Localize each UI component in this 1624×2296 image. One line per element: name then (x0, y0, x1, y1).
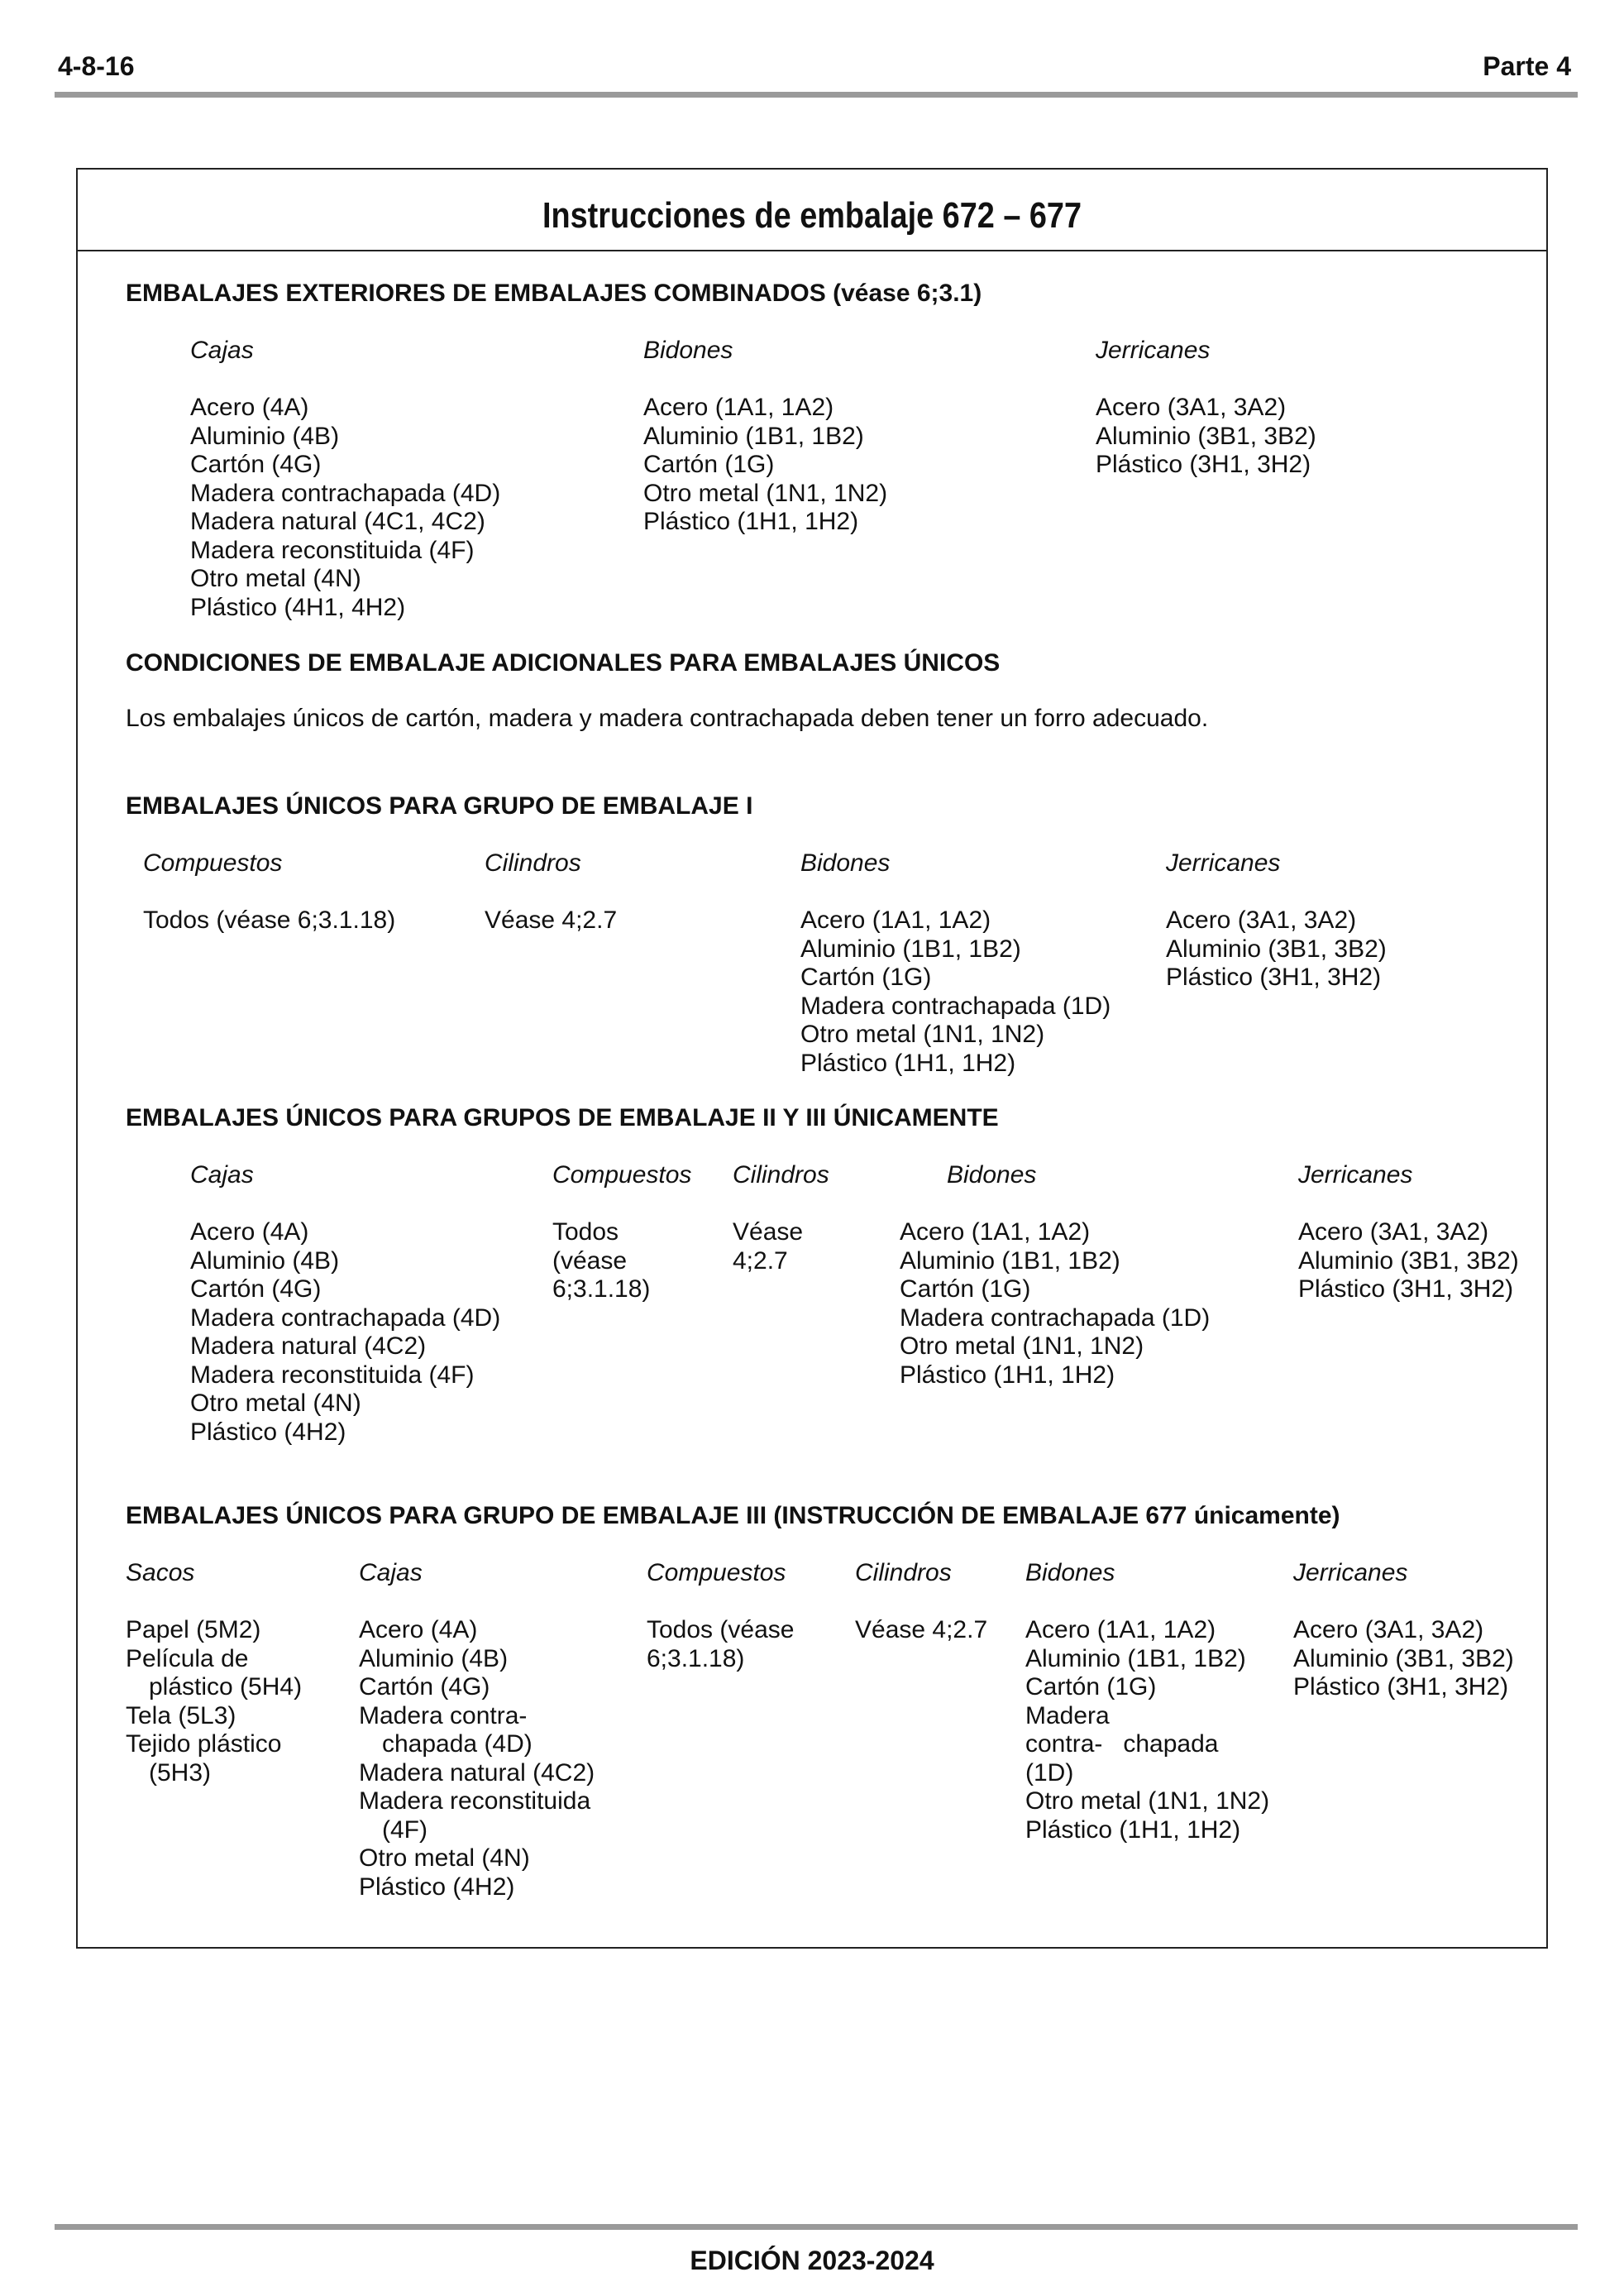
title-divider (76, 250, 1548, 251)
list-jerricanes (1298, 1218, 1519, 1304)
list-jerricanes (1096, 394, 1316, 480)
list-item: Plástico (4H2) (359, 1873, 515, 1901)
conditions-text: Los embalajes únicos de cartón, madera y madera contrachapada deben tener un forro adecuado. (126, 705, 1209, 732)
list-item: Acero (4A) (190, 394, 309, 421)
list-item: Otro metal (1N1, 1N2) (643, 479, 888, 507)
section-heading-combined: EMBALAJES EXTERIORES DE EMBALAJES COMBINADOS (véase 6;3.1) (126, 280, 982, 307)
list-item: Plástico (3H1, 3H2) (1293, 1673, 1509, 1700)
col-header-cilindros: Cilindros (855, 1559, 952, 1586)
section-heading-group-ii-iii: EMBALAJES ÚNICOS PARA GRUPOS DE EMBALAJE II Y III ÚNICAMENTE (126, 1104, 999, 1131)
list-item: Todos (véase (647, 1616, 795, 1643)
col-header-cajas: Cajas (359, 1559, 423, 1586)
col-header-jerricanes: Jerricanes (1298, 1161, 1413, 1189)
list-item: Madera contra- (359, 1701, 528, 1729)
col-header-cilindros: Cilindros (485, 849, 581, 877)
list-item: 6;3.1.18) (552, 1275, 651, 1303)
list-item: (véase (552, 1246, 628, 1275)
list-item: Aluminio (4B) (190, 422, 340, 450)
col-header-bidones: Bidones (947, 1161, 1037, 1189)
list-compuestos (647, 1616, 794, 1673)
list-item: Aluminio (1B1, 1B2) (900, 1246, 1120, 1275)
list-item: Aluminio (4B) (359, 1644, 509, 1672)
list-item: Acero (3A1, 3A2) (1096, 394, 1287, 421)
list-item: Otro metal (4N) (359, 1844, 530, 1872)
list-item: Plástico (3H1, 3H2) (1096, 451, 1311, 478)
list-item: Plástico (1H1, 1H2) (900, 1361, 1115, 1389)
list-jerricanes (1293, 1616, 1514, 1702)
list-cilindros (855, 1616, 987, 1645)
list-item: Cartón (1G) (1025, 1673, 1157, 1700)
page-title: Instrucciones de embalaje 672 – 677 (542, 195, 1082, 236)
list-compuestos (552, 1218, 650, 1304)
list-item: Todos (552, 1218, 619, 1246)
list-item: Cartón (1G) (900, 1275, 1031, 1303)
list-item: Aluminio (3B1, 3B2) (1298, 1246, 1519, 1275)
list-item: Acero (1A1, 1A2) (1025, 1616, 1216, 1643)
list-item: Plástico (1H1, 1H2) (1025, 1815, 1241, 1844)
list-item: Madera natural (4C2) (359, 1758, 595, 1787)
list-item: Véase (733, 1218, 804, 1246)
list-cajas (359, 1616, 595, 1901)
list-item: (5H3) (149, 1758, 212, 1787)
list-item: Tela (5L3) (126, 1701, 236, 1729)
list-bidones (1025, 1616, 1269, 1844)
list-bidones (800, 906, 1111, 1078)
list-item: Véase 4;2.7 (485, 906, 618, 934)
list-item: Acero (3A1, 3A2) (1166, 906, 1357, 934)
list-item: Todos (véase 6;3.1.18) (143, 906, 396, 934)
list-item: Aluminio (3B1, 3B2) (1096, 422, 1316, 450)
list-cajas (190, 394, 500, 622)
section-heading-group-i: EMBALAJES ÚNICOS PARA GRUPO DE EMBALAJE I (126, 792, 753, 820)
list-item: Otro metal (1N1, 1N2) (800, 1021, 1045, 1048)
section-heading-group-iii-677: EMBALAJES ÚNICOS PARA GRUPO DE EMBALAJE III (INSTRUCCIÓN DE EMBALAJE 677 únicamente) (126, 1502, 1340, 1529)
list-item: Otro metal (4N) (190, 565, 361, 592)
col-header-cajas: Cajas (190, 1161, 254, 1189)
list-item: Plástico (1H1, 1H2) (800, 1049, 1016, 1077)
list-item: Aluminio (3B1, 3B2) (1293, 1644, 1514, 1672)
footer-rule (55, 2224, 1578, 2230)
list-item: Papel (5M2) (126, 1616, 261, 1643)
list-item: Madera contrachapada (1D) (900, 1303, 1211, 1332)
list-item: 6;3.1.18) (647, 1644, 745, 1672)
list-item: Aluminio (1B1, 1B2) (1025, 1644, 1246, 1672)
list-item: Aluminio (3B1, 3B2) (1166, 935, 1387, 963)
list-bidones (900, 1218, 1210, 1390)
list-item: Cartón (1G) (643, 451, 775, 478)
list-item: Cartón (4G) (190, 1275, 322, 1303)
col-header-compuestos: Compuestos (143, 849, 283, 877)
list-item: Acero (4A) (190, 1218, 309, 1246)
list-item: Plástico (4H2) (190, 1418, 346, 1446)
list-item: Aluminio (1B1, 1B2) (800, 935, 1021, 963)
list-item: Acero (3A1, 3A2) (1298, 1218, 1489, 1246)
list-item: Plástico (1H1, 1H2) (643, 508, 859, 535)
col-header-sacos: Sacos (126, 1559, 195, 1586)
col-header-jerricanes: Jerricanes (1166, 849, 1281, 877)
list-jerricanes (1166, 906, 1387, 993)
list-item: Película de (126, 1644, 249, 1672)
list-item: Acero (1A1, 1A2) (643, 394, 834, 421)
col-header-compuestos: Compuestos (647, 1559, 786, 1586)
list-item: Madera natural (4C1, 4C2) (190, 508, 485, 535)
list-item: Plástico (3H1, 3H2) (1166, 964, 1382, 991)
list-item: Madera contrachapada (1D) (800, 992, 1111, 1020)
list-item: plástico (5H4) (149, 1673, 303, 1700)
list-item: Madera reconstituida (359, 1787, 591, 1815)
col-header-bidones: Bidones (800, 849, 891, 877)
list-item: 4;2.7 (733, 1246, 788, 1275)
list-item: Acero (1A1, 1A2) (900, 1218, 1091, 1246)
part-label: Parte 4 (1483, 51, 1571, 81)
list-item: Madera reconstituida (4F) (190, 536, 475, 564)
list-item: Cartón (1G) (800, 964, 932, 991)
list-item: (4F) (382, 1815, 427, 1844)
col-header-jerricanes: Jerricanes (1096, 337, 1211, 364)
list-item: Madera (1025, 1701, 1110, 1729)
list-item: Cartón (4G) (359, 1673, 490, 1700)
col-header-cilindros: Cilindros (733, 1161, 829, 1189)
section-heading-conditions: CONDICIONES DE EMBALAJE ADICIONALES PARA EMBALAJES ÚNICOS (126, 649, 1001, 677)
list-item: Acero (1A1, 1A2) (800, 906, 991, 934)
list-cajas (190, 1218, 500, 1447)
list-item: Madera contrachapada (4D) (190, 479, 501, 507)
list-sacos (126, 1616, 302, 1787)
list-item: Otro metal (1N1, 1N2) (1025, 1787, 1270, 1815)
list-item: Madera contrachapada (4D) (190, 1303, 501, 1332)
list-item: Madera reconstituida (4F) (190, 1361, 475, 1389)
col-header-bidones: Bidones (1025, 1559, 1115, 1586)
list-item: Plástico (3H1, 3H2) (1298, 1275, 1514, 1303)
list-item: Tejido plástico (126, 1730, 282, 1758)
col-header-cajas: Cajas (190, 337, 254, 364)
list-item: Acero (4A) (359, 1616, 478, 1643)
list-item: Aluminio (1B1, 1B2) (643, 422, 864, 450)
list-bidones (643, 394, 887, 537)
list-item: (1D) (1025, 1758, 1074, 1787)
list-item: Cartón (4G) (190, 451, 322, 478)
list-cilindros (485, 906, 617, 935)
list-item: Aluminio (4B) (190, 1246, 340, 1275)
list-cilindros (733, 1218, 803, 1275)
edition-label: EDICIÓN 2023-2024 (690, 2246, 934, 2275)
list-item: Otro metal (4N) (190, 1390, 361, 1417)
header-rule (55, 92, 1578, 98)
col-header-jerricanes: Jerricanes (1293, 1559, 1408, 1586)
list-item: Madera natural (4C2) (190, 1332, 427, 1360)
list-item: contra- chapada (1025, 1730, 1219, 1758)
col-header-compuestos: Compuestos (552, 1161, 692, 1189)
list-compuestos (143, 906, 395, 935)
page-number: 4-8-16 (58, 51, 135, 81)
list-item: Acero (3A1, 3A2) (1293, 1616, 1484, 1643)
list-item: Véase 4;2.7 (855, 1616, 988, 1643)
list-item: chapada (4D) (382, 1730, 533, 1758)
list-item: Otro metal (1N1, 1N2) (900, 1332, 1144, 1360)
list-item: Plástico (4H1, 4H2) (190, 593, 406, 621)
col-header-bidones: Bidones (643, 337, 733, 364)
